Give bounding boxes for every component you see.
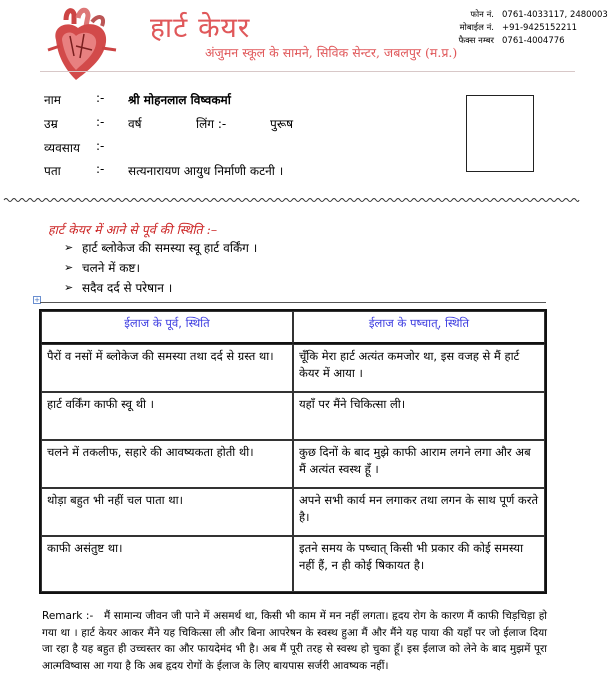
fax-value: 0761-4004776 bbox=[502, 36, 565, 46]
contact-block bbox=[418, 9, 608, 48]
after-cell: चूँकि मेरा हार्ट अत्यंत कमजोर था, इस वजह से मैं हार्ट केयर में आया । bbox=[293, 344, 545, 392]
mobile-label: मोबाईल नं. bbox=[459, 23, 494, 33]
list-item bbox=[64, 238, 257, 258]
photo-box bbox=[466, 95, 534, 172]
fax-label: फैक्स नम्बर bbox=[458, 36, 494, 46]
age-label: उम्र bbox=[44, 117, 58, 131]
clinic-address: अंजुमन स्कूल के सामने, सिविक सेन्टर, जबलपुर (म.प्र.) bbox=[205, 45, 458, 60]
name-label: नाम bbox=[44, 93, 61, 107]
arrow-bullet-icon: ➢ bbox=[64, 241, 74, 254]
table-header-row bbox=[41, 311, 545, 344]
age-unit: वर्ष bbox=[128, 117, 142, 131]
arrow-bullet-icon: ➢ bbox=[64, 261, 74, 274]
age-row bbox=[44, 115, 294, 132]
list-item bbox=[64, 278, 257, 298]
table-move-handle-icon[interactable]: + bbox=[34, 296, 40, 304]
table-row bbox=[41, 440, 545, 488]
patient-name: श्री मोहनलाल विष्वकर्मा bbox=[128, 93, 231, 107]
list-item bbox=[64, 258, 257, 278]
gender-value: पुरूष bbox=[270, 117, 294, 131]
before-cell: काफी असंतुष्ट था। bbox=[41, 536, 293, 592]
occupation-label: व्यवसाय bbox=[44, 141, 80, 155]
occupation-separator: :- bbox=[96, 139, 105, 153]
gender-label: लिंग :- bbox=[196, 117, 227, 131]
phone-value: 0761-4033117, 2480003 bbox=[502, 10, 608, 20]
brand-title: हार्ट केयर bbox=[150, 11, 251, 44]
remark-text: मैं सामान्य जीवन जी पाने में असमर्थ था, किसी भी काम में मन नहीं लगता। हृदय रोग के कारण मैं काफी चिड़चिड़ा हो गया था । हार्ट केयर आकर मैंने यह चिकित्सा ली और बिना आपरेषन के स्वस्थ हुआ मैं और मैंने यह पाया की यहाँ पर जो ईलाज दिया जा रहा है यह बहुत ही उच्चस्तर का और फायदेमंद भी है। अब मैं पूरी तरह से स्वस्थ हो चुका हूँ। इस ईलाज को लेने के बाद मुझमें पूरा आत्मविष्वास आ गया है कि अब हृदय रोगों के ईलाज के लिए बायपास सर्जरी आवष्यक नहीं। bbox=[42, 610, 547, 672]
arrow-bullet-icon: ➢ bbox=[64, 281, 74, 294]
age-separator: :- bbox=[96, 115, 105, 129]
table-top-rule bbox=[40, 302, 546, 303]
wavy-divider bbox=[4, 197, 579, 203]
address-separator: :- bbox=[96, 162, 105, 176]
header-after: ईलाज के पष्चात्, स्थिति bbox=[293, 311, 545, 344]
header-divider bbox=[40, 71, 575, 72]
name-separator: :- bbox=[96, 91, 105, 105]
before-cell: हार्ट वर्किंग काफी स्वू थी । bbox=[41, 392, 293, 440]
condition-heading: हार्ट केयर में आने से पूर्व की स्थिति :– bbox=[48, 222, 218, 237]
phone-label: फोन नं. bbox=[470, 10, 494, 20]
address-row bbox=[44, 162, 284, 179]
remark-paragraph bbox=[42, 608, 547, 674]
list-item-text: सदैव दर्द से परेषान । bbox=[82, 281, 173, 295]
occupation-row bbox=[44, 139, 105, 156]
address-label: पता bbox=[44, 164, 61, 178]
before-cell: चलने में तकलीफ, सहारे की आवष्यकता होती थी। bbox=[41, 440, 293, 488]
after-cell: अपने सभी कार्य मन लगाकर तथा लगन के साथ पूर्ण करते है। bbox=[293, 488, 545, 536]
mobile-value: +91-9425152211 bbox=[502, 23, 578, 33]
table-row bbox=[41, 392, 545, 440]
after-cell: इतने समय के पष्चात् किसी भी प्रकार की कोई समस्या नहीं हैं, न ही कोई षिकायत है। bbox=[293, 536, 545, 592]
header-before: ईलाज के पूर्व, स्थिति bbox=[41, 311, 293, 344]
remark-label: Remark :- bbox=[42, 610, 94, 622]
patient-address: सत्यनारायण आयुध निर्माणी कटनी । bbox=[128, 164, 284, 178]
table-row bbox=[41, 488, 545, 536]
comparison-table bbox=[39, 309, 547, 594]
after-cell: यहाँ पर मैंने चिकित्सा ली। bbox=[293, 392, 545, 440]
condition-list bbox=[64, 238, 257, 298]
table-row bbox=[41, 536, 545, 592]
list-item-text: हार्ट ब्लोकेज की समस्या स्वू हार्ट वर्किंग । bbox=[82, 241, 258, 255]
after-cell: कुछ दिनों के बाद मुझे काफी आराम लगने लगा और अब मैं अत्यंत स्वस्थ हूँ । bbox=[293, 440, 545, 488]
name-row bbox=[44, 91, 231, 108]
before-cell: पैरों व नसों में ब्लोकेज की समस्या तथा दर्द से ग्रस्त था। bbox=[41, 344, 293, 392]
before-cell: थोड़ा बहुत भी नहीं चल पाता था। bbox=[41, 488, 293, 536]
table-row bbox=[41, 344, 545, 392]
list-item-text: चलने में कष्ट। bbox=[82, 261, 140, 275]
